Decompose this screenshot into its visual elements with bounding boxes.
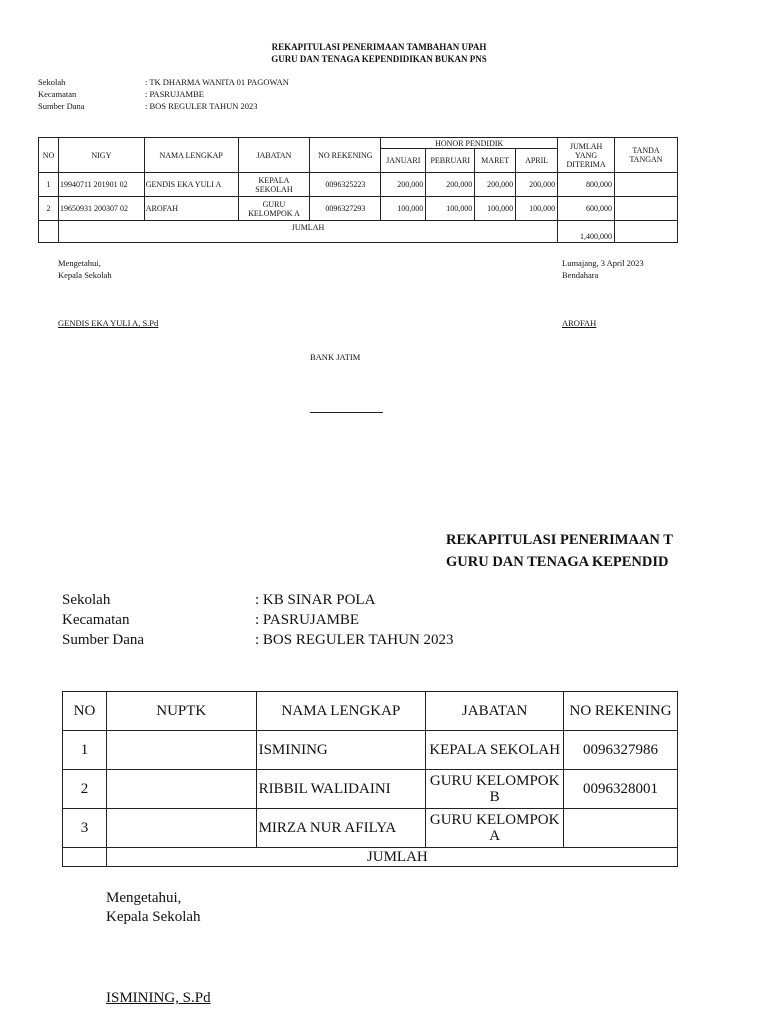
doc1-bendahara-label: Bendahara xyxy=(562,270,599,280)
row-jan: 200,000 xyxy=(381,173,426,197)
doc1-mengetahui: Mengetahui, xyxy=(58,258,101,268)
doc1-info-sumberdana-value: : BOS REGULER TAHUN 2023 xyxy=(145,101,258,111)
table-row xyxy=(63,809,678,848)
doc1-jumlah-total: 1,400,000 xyxy=(558,221,615,243)
jumlah-signature-cell xyxy=(615,221,678,243)
doc1-header-nigy: NIGY xyxy=(58,138,144,173)
table-row xyxy=(63,770,678,809)
row-nama: GENDIS EKA YULI A xyxy=(144,173,238,197)
row-no: 1 xyxy=(39,173,59,197)
row-nuptk xyxy=(106,731,256,770)
row-feb: 200,000 xyxy=(426,173,475,197)
row-rekening: 0096327293 xyxy=(310,197,381,221)
table-row xyxy=(63,731,678,770)
doc1-header-honor: HONOR PENDIDIK xyxy=(381,138,558,149)
row-feb: 100,000 xyxy=(426,197,475,221)
doc2-title-line2: GURU DAN TENAGA KEPENDID xyxy=(446,554,669,570)
doc1-header-jabatan: JABATAN xyxy=(238,138,310,173)
row-signature xyxy=(615,173,678,197)
row-jabatan: GURU KELOMPOK A xyxy=(426,809,564,848)
row-mar: 200,000 xyxy=(475,173,516,197)
doc1-jumlah-label: JUMLAH xyxy=(58,221,557,243)
row-nama: ISMINING xyxy=(256,731,426,770)
doc1-info-sekolah-value: : TK DHARMA WANITA 01 PAGOWAN xyxy=(145,77,289,87)
doc1-bank-signature-line xyxy=(310,412,383,413)
doc1-header-no: NO xyxy=(39,138,59,173)
doc1-header-pebruari: PEBRUARI xyxy=(426,149,475,173)
doc1-header-jumlah: JUMLAH YANG DITERIMA xyxy=(558,138,615,173)
doc2-info-kecamatan-label: Kecamatan xyxy=(62,612,130,628)
row-rekening: 0096327986 xyxy=(564,731,678,770)
doc1-info-sekolah-label: Sekolah xyxy=(38,77,66,87)
doc1-kepala-name: GENDIS EKA YULI A, S.Pd xyxy=(58,318,159,328)
row-nigy: 19940711 201901 02 xyxy=(58,173,144,197)
row-nama: AROFAH xyxy=(144,197,238,221)
row-apr: 200,000 xyxy=(516,173,558,197)
row-jabatan: KEPALA SEKOLAH xyxy=(238,173,310,197)
doc2-kepala-label: Kepala Sekolah xyxy=(106,909,201,925)
doc1-place-date: Lumajang, 3 April 2023 xyxy=(562,258,644,268)
row-nama: MIRZA NUR AFILYA xyxy=(256,809,426,848)
row-nama: RIBBIL WALIDAINI xyxy=(256,770,426,809)
doc2-info-sekolah-label: Sekolah xyxy=(62,592,111,608)
row-nuptk xyxy=(106,809,256,848)
doc2-kepala-name: ISMINING, S.Pd xyxy=(106,990,211,1006)
doc2-info-sumberdana-value: : BOS REGULER TAHUN 2023 xyxy=(255,632,454,648)
doc1-bendahara-name: AROFAH xyxy=(562,318,597,328)
doc1-header-maret: MARET xyxy=(475,149,516,173)
doc2-jumlah-row xyxy=(63,848,678,867)
table-row xyxy=(39,197,678,221)
jumlah-empty-cell xyxy=(39,221,59,243)
table-row xyxy=(39,173,678,197)
row-jabatan: KEPALA SEKOLAH xyxy=(426,731,564,770)
doc1-header-nama: NAMA LENGKAP xyxy=(144,138,238,173)
row-total: 600,000 xyxy=(558,197,615,221)
doc1-info-sumberdana-label: Sumber Dana xyxy=(38,101,85,111)
doc1-info-kecamatan-label: Kecamatan xyxy=(38,89,77,99)
row-no: 3 xyxy=(63,809,107,848)
doc2-info-kecamatan-value: : PASRUJAMBE xyxy=(255,612,360,628)
row-signature xyxy=(615,197,678,221)
doc1-info-kecamatan-value: : PASRUJAMBE xyxy=(145,89,204,99)
row-mar: 100,000 xyxy=(475,197,516,221)
row-jabatan: GURU KELOMPOK A xyxy=(238,197,310,221)
row-rekening: 0096325223 xyxy=(310,173,381,197)
doc1-jumlah-row xyxy=(39,221,678,243)
row-nigy: 19650931 200307 02 xyxy=(58,197,144,221)
doc1-header-januari: JANUARI xyxy=(381,149,426,173)
doc1-header-rekening: NO REKENING xyxy=(310,138,381,173)
doc2-header-no: NO xyxy=(63,692,107,731)
row-nuptk xyxy=(106,770,256,809)
doc2-info-sekolah-value: : KB SINAR POLA xyxy=(255,592,376,608)
doc2-header-nuptk: NUPTK xyxy=(106,692,256,731)
row-no: 2 xyxy=(63,770,107,809)
row-no: 2 xyxy=(39,197,59,221)
doc1-table xyxy=(38,137,678,243)
doc2-header-nama: NAMA LENGKAP xyxy=(256,692,426,731)
doc2-header-jabatan: JABATAN xyxy=(426,692,564,731)
doc2-title-line1: REKAPITULASI PENERIMAAN T xyxy=(446,532,673,548)
row-rekening: 0096328001 xyxy=(564,770,678,809)
doc2-jumlah-label: JUMLAH xyxy=(106,848,677,867)
row-no: 1 xyxy=(63,731,107,770)
doc1-bank: BANK JATIM xyxy=(310,352,361,362)
jumlah-empty-cell xyxy=(63,848,107,867)
row-jabatan: GURU KELOMPOK B xyxy=(426,770,564,809)
row-jan: 100,000 xyxy=(381,197,426,221)
row-apr: 100,000 xyxy=(516,197,558,221)
row-rekening xyxy=(564,809,678,848)
doc2-mengetahui: Mengetahui, xyxy=(106,890,182,906)
doc1-title-line2: GURU DAN TENAGA KEPENDIDIKAN BUKAN PNS xyxy=(271,54,487,64)
doc2-info-sumberdana-label: Sumber Dana xyxy=(62,632,145,648)
doc1-header-april: APRIL xyxy=(516,149,558,173)
doc1-title-line1: REKAPITULASI PENERIMAAN TAMBAHAN UPAH xyxy=(271,42,487,52)
doc1-header-tanda: TANDA TANGAN xyxy=(615,138,678,173)
doc1-kepala-label: Kepala Sekolah xyxy=(58,270,112,280)
row-total: 800,000 xyxy=(558,173,615,197)
doc2-table xyxy=(62,691,678,867)
doc2-header-rekening: NO REKENING xyxy=(564,692,678,731)
